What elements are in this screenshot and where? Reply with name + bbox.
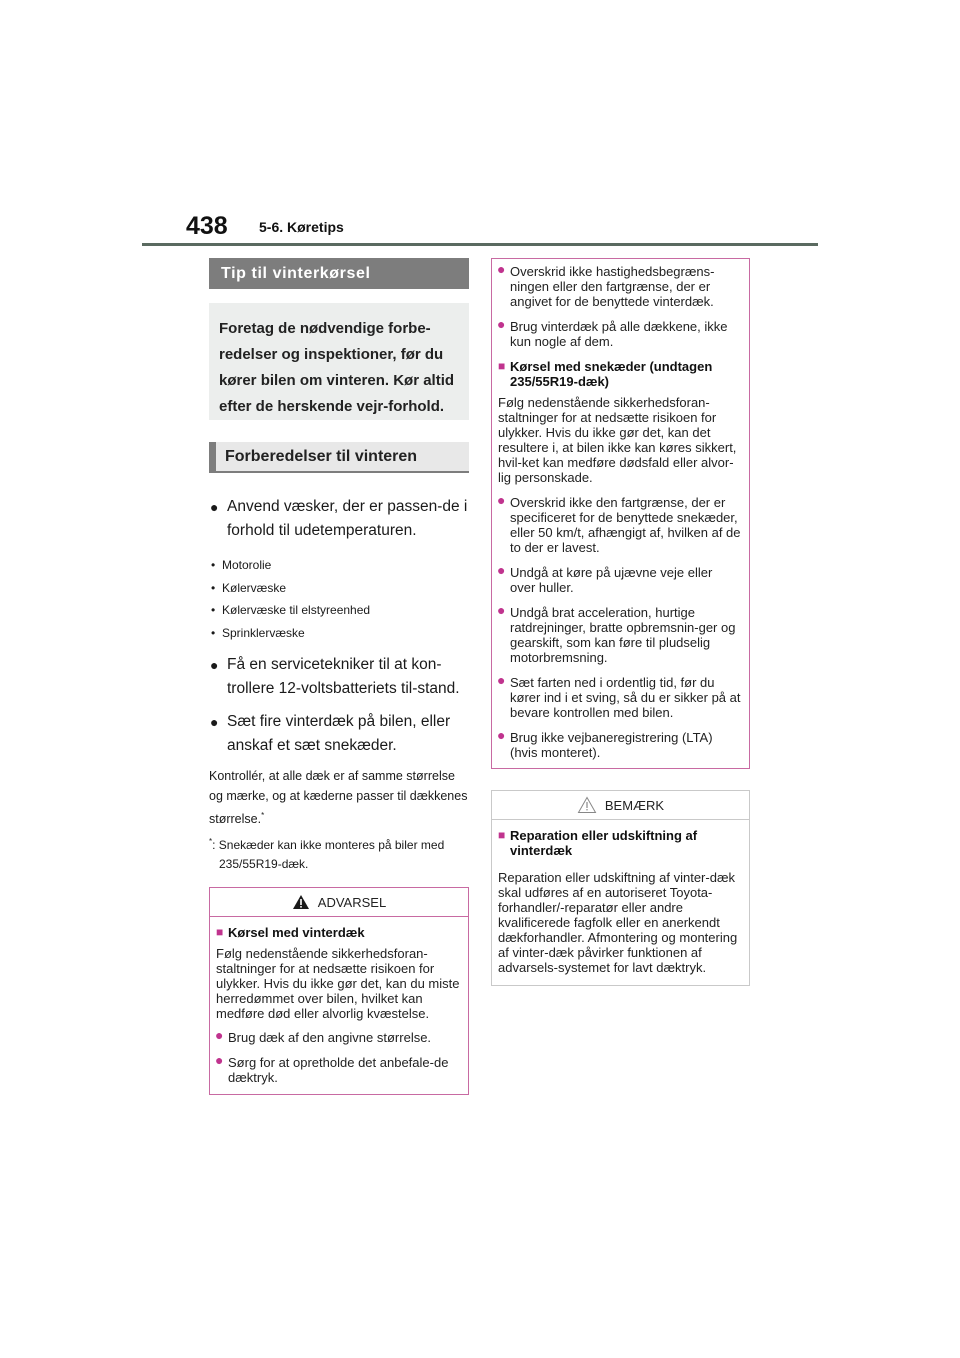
warning-item: ● Undgå brat acceleration, hurtige ratdrejninger, bratte opbremsnin-ger og gearskift, som kan føre til pludselig motorbremsning. (497, 602, 736, 665)
circle-bullet-icon: ● (497, 562, 506, 578)
bullet-dot-icon: ● (210, 714, 219, 730)
notice-label: BEMÆRK (604, 797, 665, 813)
circle-bullet-icon: ● (497, 672, 506, 688)
notice-box (491, 790, 750, 986)
list-item: • Kølervæske (211, 580, 287, 595)
intro-box: Foretag de nødvendige forbe-redelser og inspektioner, før du kører bilen om vinteren. Kør altid efter de herskende vejr-forhold. (209, 303, 469, 420)
list-item: • Sprinklervæske (211, 625, 305, 640)
warning-item: ● Undgå at køre på ujævne veje eller over huller. (497, 562, 713, 595)
warning-text: Følg nedenstående sikkerhedsforan-staltninger for at nedsætte risikoen for ulykker. Hvis du ikke gør det, kan du miste herredømmet over bilen, hvilket kan medføre død eller alvorlig kvæstelse. (216, 946, 460, 1022)
bullet-dot-icon: ● (210, 657, 219, 673)
circle-bullet-icon: ● (497, 602, 506, 618)
caution-outline-icon (577, 796, 597, 814)
bullet-fluids (209, 495, 469, 543)
warning-item: ● Overskrid ikke hastighedsbegræns-ningen eller den fartgrænse, der er angivet for de benyttede vinterdæk. (497, 261, 715, 309)
warning-label: ADVARSEL (317, 894, 387, 910)
bullet-tires (209, 710, 469, 758)
circle-bullet-icon: ● (497, 727, 506, 743)
notice-heading: ■ Reparation eller udskiftning af vinterdæk (498, 828, 698, 858)
section-title: Tip til vinterkørsel (209, 258, 469, 289)
list-item: • Motorolie (211, 558, 272, 572)
list-item: • Kølervæske til elstyreenhed (211, 603, 371, 617)
bullet-text: Sæt fire vinterdæk på bilen, eller anskaf et sæt snekæder. (227, 713, 451, 754)
warning-item: ● Sørg for at opretholde det anbefale-de dæktryk. (215, 1052, 449, 1086)
notice-header (492, 791, 749, 820)
left-column (209, 258, 469, 1095)
section-label: 5-6. Køretips (259, 219, 344, 235)
warning-icon (292, 894, 310, 910)
bullet-text: Få en servicetekniker til at kon-trollere 12-voltsbatteriets til-stand. (227, 656, 460, 697)
warning-heading: ■ Kørsel med vinterdæk (216, 925, 365, 941)
square-bullet-icon: ■ (216, 925, 224, 940)
chains-heading: ■ Kørsel med snekæder (undtagen 235/55R19-dæk) (498, 359, 713, 389)
warning-box (209, 887, 469, 1095)
square-bullet-icon: ■ (498, 359, 506, 373)
page-number: 438 (186, 212, 228, 240)
square-bullet-icon: ■ (498, 828, 506, 842)
circle-bullet-icon: ● (497, 316, 506, 332)
sub-heading: Forberedelser til vinteren (209, 442, 469, 473)
circle-bullet-icon: ● (497, 492, 506, 508)
chains-text: Følg nedenstående sikkerhedsforan-staltninger for at nedsætte risikoen for ulykker. Hvis du ikke gør det, kan det resultere i, at bilen ikke kan køres sikkert, hvil-ket kan medføre dødsfald eller alvor-lig personskade. (498, 395, 737, 485)
bullet-dot-icon: ● (210, 499, 219, 515)
warning-item: ● Brug dæk af den angivne størrelse. (215, 1027, 432, 1046)
bullet-battery (209, 653, 469, 701)
notice-text: Reparation eller udskiftning af vinter-dæk skal udføres af en autoriseret Toyota-forhandler/-reparatør eller andre kvalificerede fagfolk eller en anerkendt dækforhandler. Afmontering og montering af vinter-dæk påvirker funktionen af advarsels-systemet for lavt dæktryk. (498, 870, 738, 975)
warning-item: ● Overskrid ikke den fartgrænse, der er specificeret for de benyttede snekæder, eller 50 km/t, afhængigt af, hvilken af de to der er lavest. (497, 492, 741, 555)
footnote: *: Snekæder kan ikke monteres på biler med 235/55R19-dæk. (209, 837, 445, 872)
warning-continued-box (491, 258, 750, 769)
fluid-list (209, 554, 469, 644)
circle-bullet-icon: ● (497, 261, 506, 277)
warning-item: ● Brug vinterdæk på alle dækkene, ikke kun nogle af dem. (497, 316, 728, 349)
warning-item: ● Brug ikke vejbaneregistrering (LTA) (hvis monteret). (497, 727, 713, 760)
warning-header (210, 888, 468, 917)
header-rule (142, 243, 818, 246)
circle-bullet-icon: ● (215, 1027, 224, 1044)
tire-note: Kontrollér, at alle dæk er af samme størrelse og mærke, og at kæderne passer til dækkenes størrelse.* (209, 769, 468, 827)
warning-item: ● Sæt farten ned i ordentlig tid, før du kører ind i et sving, så du er sikker på at bevare kontrollen med bilen. (497, 672, 741, 720)
bullet-text: Anvend væsker, der er passen-de i forhold til udetemperaturen. (227, 498, 468, 539)
right-column (491, 258, 750, 986)
circle-bullet-icon: ● (215, 1052, 224, 1069)
